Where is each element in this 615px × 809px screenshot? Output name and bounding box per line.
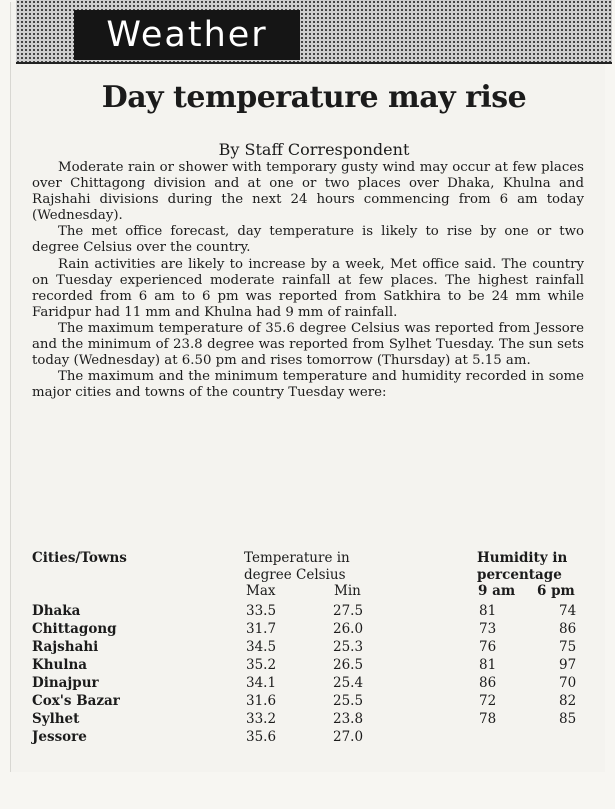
humidity-6pm: 70	[559, 675, 577, 691]
humidity-6pm: 75	[559, 639, 577, 655]
max-temp: 35.2	[246, 657, 277, 673]
max-temp: 33.2	[246, 711, 277, 727]
city-name: Jessore	[32, 729, 87, 745]
min-temp: 27.5	[333, 603, 364, 619]
min-temp: 25.4	[333, 675, 364, 691]
table-row	[32, 693, 588, 711]
table-row	[32, 675, 588, 693]
city-name: Dhaka	[32, 603, 81, 619]
article-body	[32, 160, 584, 401]
max-temp: 33.5	[246, 603, 277, 619]
paragraph: Moderate rain or shower with temporary gusty wind may occur at few places over Chittagong division and at one or two places over Dhaka, Khulna and Rajshahi divisions during the next 24 hours commencing from 6 am today (Wednesday).	[32, 160, 584, 224]
humidity-6pm: 86	[559, 621, 577, 637]
col-header-humidity-2: percentage	[477, 567, 562, 583]
city-name: Cox's Bazar	[32, 693, 120, 709]
city-name: Sylhet	[32, 711, 80, 727]
humidity-9am: 86	[479, 675, 497, 691]
col-header-max: Max	[246, 583, 276, 599]
humidity-9am: 76	[479, 639, 497, 655]
col-header-humidity-1: Humidity in	[477, 550, 568, 566]
min-temp: 27.0	[333, 729, 364, 745]
max-temp: 31.6	[246, 693, 277, 709]
humidity-9am: 81	[479, 657, 497, 673]
city-name: Khulna	[32, 657, 88, 673]
paragraph: The maximum temperature of 35.6 degree Celsius was reported from Jessore and the minimum of 23.8 degree was reported from Sylhet Tuesday. The sun sets today (Wednesday) at 6.50 pm and rises tomorrow (Thursday) at 5.15 am.	[32, 320, 584, 369]
table-row	[32, 657, 588, 675]
col-header-9am: 9 am	[478, 583, 516, 599]
table-row	[32, 603, 588, 621]
col-header-temp-2: degree Celsius	[244, 567, 346, 583]
min-temp: 25.3	[333, 639, 364, 655]
table-row	[32, 729, 588, 747]
table-row	[32, 639, 588, 657]
city-name: Dinajpur	[32, 675, 99, 691]
max-temp: 35.6	[246, 729, 277, 745]
city-name: Chittagong	[32, 621, 117, 637]
paragraph: The met office forecast, day temperature is likely to rise by one or two degree Celsius over the country.	[32, 224, 584, 256]
col-header-city: Cities/Towns	[32, 550, 127, 566]
humidity-6pm: 74	[559, 603, 577, 619]
humidity-9am: 72	[479, 693, 497, 709]
paragraph: The maximum and the minimum temperature and humidity recorded in some major cities and towns of the country Tuesday were:	[32, 369, 584, 401]
col-header-temp-1: Temperature in	[244, 550, 350, 566]
headline: Day temperature may rise	[101, 80, 527, 115]
humidity-6pm: 97	[559, 657, 577, 673]
section-title: Weather	[74, 10, 300, 60]
min-temp: 26.5	[333, 657, 364, 673]
byline: By Staff Correspondent	[218, 140, 410, 159]
humidity-6pm: 82	[559, 693, 577, 709]
humidity-9am: 81	[479, 603, 497, 619]
max-temp: 34.1	[246, 675, 277, 691]
max-temp: 34.5	[246, 639, 277, 655]
humidity-6pm: 85	[559, 711, 577, 727]
table-row	[32, 711, 588, 729]
col-header-6pm: 6 pm	[537, 583, 575, 599]
city-name: Rajshahi	[32, 639, 99, 655]
section-banner	[16, 0, 612, 64]
humidity-9am: 78	[479, 711, 497, 727]
paragraph: Rain activities are likely to increase by a week, Met office said. The country on Tuesday experienced moderate rainfall at few places. The highest rainfall recorded from 6 am to 6 pm was reported from Satkhira to be 24 mm while Faridpur had 11 mm and Khulna had 9 mm of rainfall.	[32, 256, 584, 320]
min-temp: 25.5	[333, 693, 364, 709]
col-header-min: Min	[334, 583, 361, 599]
min-temp: 23.8	[333, 711, 364, 727]
min-temp: 26.0	[333, 621, 364, 637]
humidity-9am: 73	[479, 621, 497, 637]
table-row	[32, 621, 588, 639]
max-temp: 31.7	[246, 621, 277, 637]
